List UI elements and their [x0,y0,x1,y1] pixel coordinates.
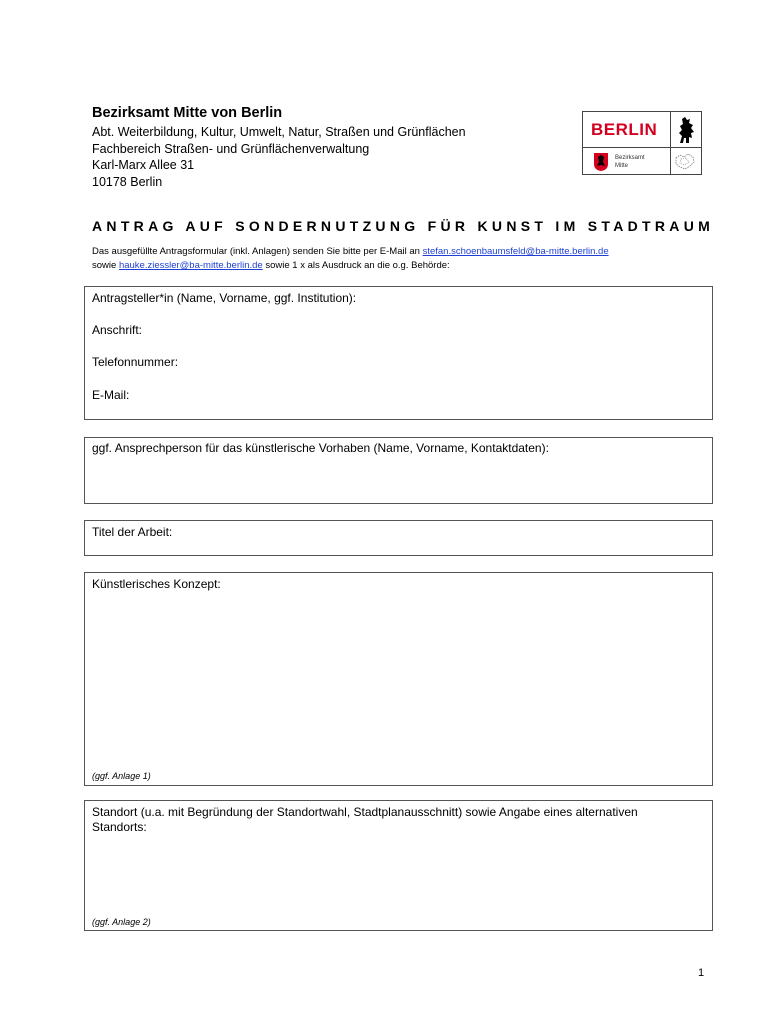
intro-line-1-text: Das ausgefüllte Antragsformular (inkl. Anlagen) senden Sie bitte per E-Mail an [92,246,420,257]
applicant-phone-label: Telefonnummer: [92,355,179,369]
page-number: 1 [698,967,705,979]
contact-person-label: ggf. Ansprechperson für das künstlerische Vorhaben (Name, Vorname, Kontaktdaten): [92,441,549,455]
district-shield-icon [593,152,609,172]
org-city: 10178 Berlin [92,175,163,189]
logo-sub-line1: Bezirksamt [615,155,645,161]
applicant-address-label: Anschrift: [92,323,143,337]
applicant-name-label: Antragsteller*in (Name, Vorname, ggf. Institution): [92,291,357,305]
org-department: Abt. Weiterbildung, Kultur, Umwelt, Natur, Straßen und Grünflächen [92,125,466,139]
logo-sub-line2: Mitte [615,163,629,169]
intro-line-1 [92,246,609,257]
map-outline-icon [673,152,697,172]
concept-attachment-note: (ggf. Anlage 1) [92,771,151,781]
location-box[interactable] [84,800,713,931]
logo-district-text [615,154,645,170]
email-link-schoenbaumsfeld[interactable]: stefan.schoenbaumsfeld@ba-mitte.berlin.de [422,246,609,257]
logo-divider [670,112,671,174]
work-title-box[interactable] [84,520,713,556]
org-street: Karl-Marx Allee 31 [92,158,195,172]
bear-icon [676,116,698,144]
org-name: Bezirksamt Mitte von Berlin [92,105,283,121]
logo-wordmark: BERLIN [591,120,658,139]
concept-box[interactable] [84,572,713,786]
intro-line-2 [92,260,450,271]
location-label-line1: Standort (u.a. mit Begründung der Standortwahl, Stadtplanausschnitt) sowie Angabe eines alternativen [92,805,638,819]
location-label-line2: Standorts: [92,820,147,834]
intro-line-2-prefix: sowie [92,260,117,271]
applicant-box[interactable] [84,286,713,420]
location-attachment-note: (ggf. Anlage 2) [92,917,151,927]
work-title-label: Titel der Arbeit: [92,525,173,539]
intro-line-2-suffix: sowie 1 x als Ausdruck an die o.g. Behörde: [265,260,450,271]
contact-person-box[interactable] [84,437,713,504]
berlin-logo [582,111,702,175]
email-link-ziessler[interactable]: hauke.ziessler@ba-mitte.berlin.de [118,260,263,271]
form-title: ANTRAG AUF SONDERNUTZUNG FÜR KUNST IM STADTRAUM [92,218,715,234]
applicant-email-label: E-Mail: [92,388,130,402]
org-division: Fachbereich Straßen- und Grünflächenverwaltung [92,142,370,156]
concept-label: Künstlerisches Konzept: [92,577,221,591]
